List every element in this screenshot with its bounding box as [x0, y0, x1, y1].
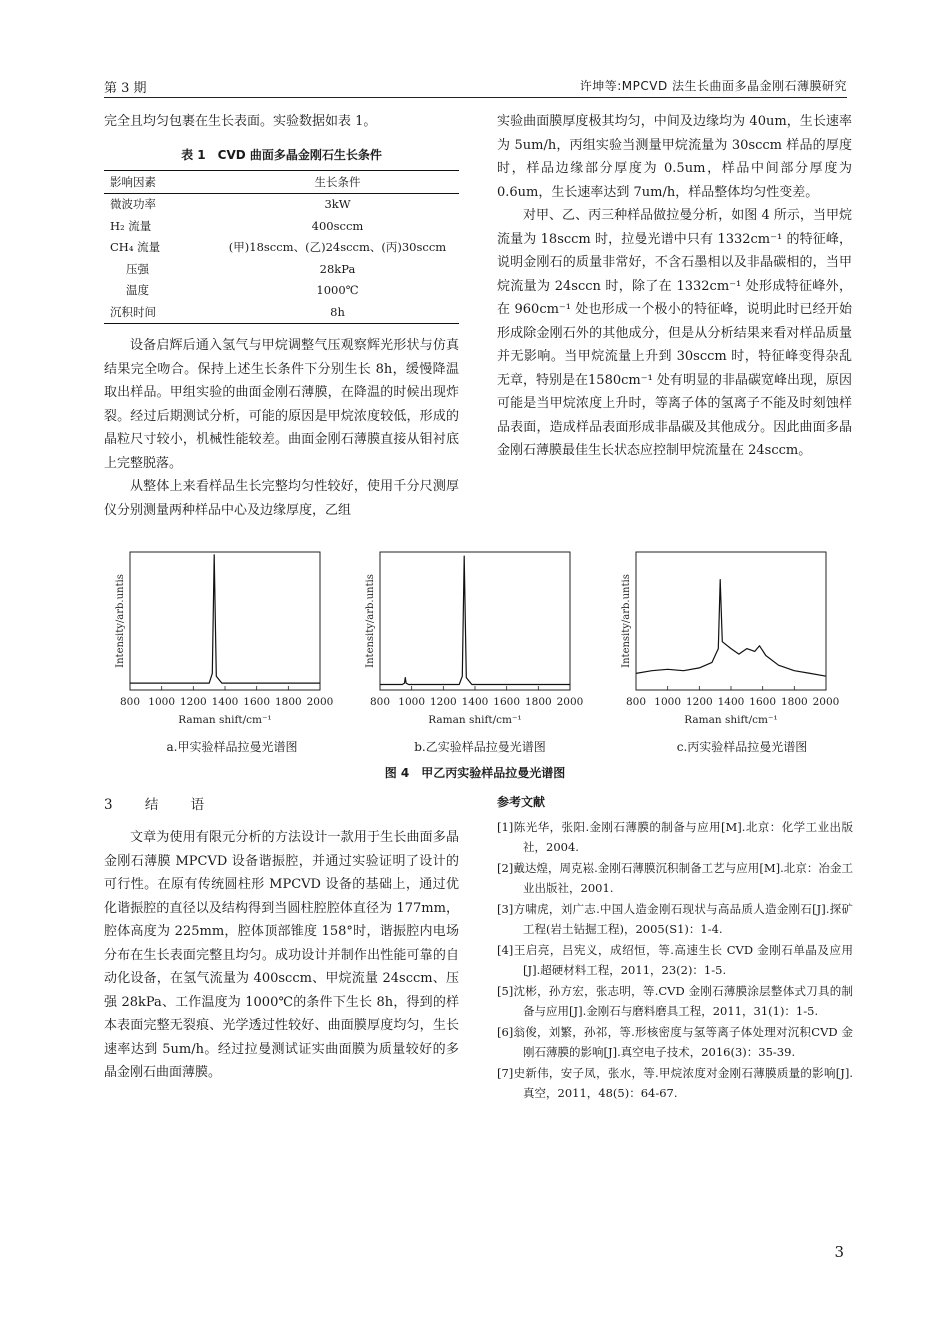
- x-tick-label: 1200: [179, 696, 207, 708]
- y-axis-label: Intensity/arb.untis: [365, 574, 376, 668]
- paragraph: 对甲、乙、丙三种样品做拉曼分析，如图 4 所示，当甲烷流量为 18sccm 时，拉曼光谱中只有 1332cm⁻¹ 的特征峰，说明金刚石的质量非常好，不含石墨相以及非晶碳相的，当甲烷流量为 24sccn 时，除了在 1332cm⁻¹ 处形成特征峰外，在 960cm⁻¹ 处也形成一个极小的特征峰，说明此时已经开始形成除金刚石外的其他成分，但是从分析结果来看对样品质量并无影响。当甲烷流量上升到 30sccm 时，特征峰变得杂乱无章，特别是在1580cm⁻¹ 处有明显的非晶碳宽峰出现，原因可能是当甲烷浓度上升时，等离子体的氢离子不能及时刻蚀样品表面，造成样品表面形成非晶碳及其他成分。因此曲面多晶金刚石薄膜最佳生长状态应控制甲烷流量在 24sccm。: [497, 208, 852, 458]
- section-title: 3 结 语: [104, 797, 219, 813]
- x-tick-label: 1200: [685, 696, 713, 708]
- figure-label-a: a.甲实验样品拉曼光谱图: [166, 740, 298, 754]
- table-row: [104, 301, 459, 323]
- plot-frame: [380, 552, 570, 690]
- x-tick-label: 1400: [717, 696, 745, 708]
- x-tick-label: 1000: [398, 696, 426, 708]
- spectrum-line: [380, 556, 570, 684]
- reference-item: [1]陈光华，张阳.金刚石薄膜的制备与应用[M].北京：化学工业出版社，2004.: [497, 820, 853, 854]
- x-tick-label: 2000: [556, 696, 584, 708]
- x-tick-label: 1800: [524, 696, 552, 708]
- table-header-row: [104, 171, 459, 194]
- table-row: [104, 258, 459, 280]
- header-rule: [104, 97, 847, 98]
- table-cell: 8h: [330, 304, 345, 319]
- paragraph: 设备启辉后通入氢气与甲烷调整气压观察辉光形状与仿真结果完全吻合。保持上述生长条件下分别生长 8h，缓慢降温取出样品。甲组实验的曲面金刚石薄膜，在降温的时候出现炸裂。经过后期测试分析，可能的原因是甲烷浓度较低，形成的晶粒尺寸较小，机械性能较差。曲面金刚石薄膜直接从钼衬底上完整脱落。: [104, 338, 459, 471]
- running-title: 许坤等:MPCVD 法生长曲面多晶金刚石薄膜研究: [579, 79, 847, 93]
- reference-list: [497, 818, 853, 1105]
- x-tick-label: 1200: [429, 696, 457, 708]
- table-cell: CH₄ 流量: [110, 240, 161, 255]
- plot-frame: [130, 552, 320, 690]
- raman-chart-a: [110, 548, 340, 738]
- table-cell: 沉积时间: [110, 304, 156, 319]
- growth-conditions-table: [104, 170, 459, 324]
- reference-item: [7]史新伟，安子凤，张水，等.甲烷浓度对金刚石薄膜质量的影响[J].真空，2011，48(5)：64-67.: [497, 1066, 853, 1100]
- table-cell: 压强: [126, 261, 149, 276]
- table-cell: 1000℃: [316, 283, 359, 298]
- spectrum-line: [636, 580, 826, 677]
- figure-label-c: c.丙实验样品拉曼光谱图: [676, 740, 808, 754]
- continuation-text: 完全且均匀包裹在生长表面。实验数据如表 1。: [104, 114, 377, 129]
- reference-item: [4]王启亮，吕宪义，成绍恒，等.高速生长 CVD 金刚石单晶及应用[J].超硬材料工程，2011，23(2)：1-5.: [497, 943, 853, 977]
- reference-item: [3]方啸虎，刘广志.中国人造金刚石现状与高品质人造金刚石[J].探矿工程(岩土钻掘工程)，2005(S1)：1-4.: [497, 902, 853, 936]
- x-tick-label: 1000: [148, 696, 176, 708]
- paragraph: 从整体上来看样品生长完整均匀性较好，使用千分尺测厚仪分别测量两种样品中心及边缘厚度，乙组: [104, 479, 459, 518]
- reference-item: [6]翁俊，刘繁，孙祁，等.形核密度与氢等离子体处理对沉积CVD 金刚石薄膜的影响[J].真空电子技术，2016(3)：35-39.: [497, 1025, 853, 1059]
- left-column-body: [104, 334, 459, 522]
- raman-chart-b: [360, 548, 590, 738]
- x-axis-label: Raman shift/cm⁻¹: [684, 714, 778, 726]
- journal-issue: 第 3 期: [104, 81, 147, 96]
- x-tick-label: 800: [369, 696, 391, 708]
- x-tick-label: 1400: [461, 696, 489, 708]
- reference-item: [5]沈彬，孙方宏，张志明，等.CVD 金刚石薄膜涂层整体式刀具的制备与应用[J].金刚石与磨料磨具工程，2011，31(1)：1-5.: [497, 984, 853, 1018]
- table-cell: H₂ 流量: [110, 218, 152, 233]
- x-tick-label: 2000: [812, 696, 840, 708]
- figure-caption: 图 4 甲乙丙实验样品拉曼光谱图: [384, 766, 566, 780]
- table-cell: 微波功率: [110, 197, 156, 212]
- x-tick-label: 1000: [654, 696, 682, 708]
- table-header-condition: 生长条件: [314, 174, 361, 189]
- reference-item: [2]戴达煌，周克崧.金刚石薄膜沉积制备工艺与应用[M].北京：冶金工业出版社，2001.: [497, 861, 853, 895]
- page-number: 3: [834, 1243, 844, 1261]
- x-tick-label: 1600: [749, 696, 777, 708]
- x-axis-label: Raman shift/cm⁻¹: [428, 714, 522, 726]
- table-row: [104, 193, 459, 215]
- x-tick-label: 1600: [243, 696, 271, 708]
- x-tick-label: 800: [119, 696, 141, 708]
- conclusion-body: [104, 826, 459, 1085]
- table-cell: 温度: [126, 283, 149, 298]
- table-row: [104, 237, 459, 259]
- y-axis-label: Intensity/arb.untis: [621, 574, 632, 668]
- y-axis-label: Intensity/arb.untis: [115, 574, 126, 668]
- figure-label-b: b.乙实验样品拉曼光谱图: [414, 740, 546, 754]
- spectrum-line: [130, 555, 320, 683]
- left-column-top: [104, 110, 459, 134]
- raman-chart-c: [616, 548, 846, 738]
- x-tick-label: 1600: [493, 696, 521, 708]
- right-column-body: [497, 110, 852, 463]
- x-tick-label: 2000: [306, 696, 334, 708]
- x-tick-label: 1800: [780, 696, 808, 708]
- table-caption: 表 1 CVD 曲面多晶金刚石生长条件: [181, 148, 382, 162]
- x-tick-label: 1400: [211, 696, 239, 708]
- paragraph: 实验曲面膜厚度极其均匀，中间及边缘均为 40um，生长速率为 5um/h，丙组实验当测量甲烷流量为 30sccm 样品的厚度时，样品边缘部分厚度为 0.5um，样品中间部分厚度为 0.6um，生长速率达到 7um/h，样品整体均匀性变差。: [497, 114, 852, 200]
- x-tick-label: 1800: [274, 696, 302, 708]
- table-cell: 3kW: [324, 197, 351, 212]
- paragraph: 文章为使用有限元分析的方法设计一款用于生长曲面多晶金刚石薄膜 MPCVD 设备谐振腔，并通过实验证明了设计的可行性。在原有传统圆柱形 MPCVD 设备的基础上，通过优化谐振腔的直径以及结构得到当圆柱腔腔体直径为 177mm，腔体高度为 225mm，腔体顶部锥度 158°时，谐振腔内电场分布在生长表面完整且均匀。成功设计并制作出性能可靠的自动化设备，在氢气流量为 400sccm、甲烷流量 24sccm、压强 28kPa、工作温度为 1000℃的条件下生长 8h，得到的样本表面完整无裂痕、光学透过性较好、曲面膜厚度均匀，生长速率达到 5um/h。经过拉曼测试证实曲面膜为质量较好的多晶金刚石曲面薄膜。: [104, 830, 459, 1080]
- references-title: 参考文献: [497, 795, 546, 809]
- table-row: [104, 280, 459, 302]
- table-cell: 400sccm: [311, 218, 364, 233]
- x-tick-label: 800: [625, 696, 647, 708]
- table-cell: 28kPa: [319, 261, 356, 276]
- table-header-factor: 影响因素: [110, 174, 156, 189]
- table-cell: (甲)18sccm、(乙)24sccm、(丙)30sccm: [228, 240, 447, 255]
- table-row: [104, 215, 459, 237]
- x-axis-label: Raman shift/cm⁻¹: [178, 714, 272, 726]
